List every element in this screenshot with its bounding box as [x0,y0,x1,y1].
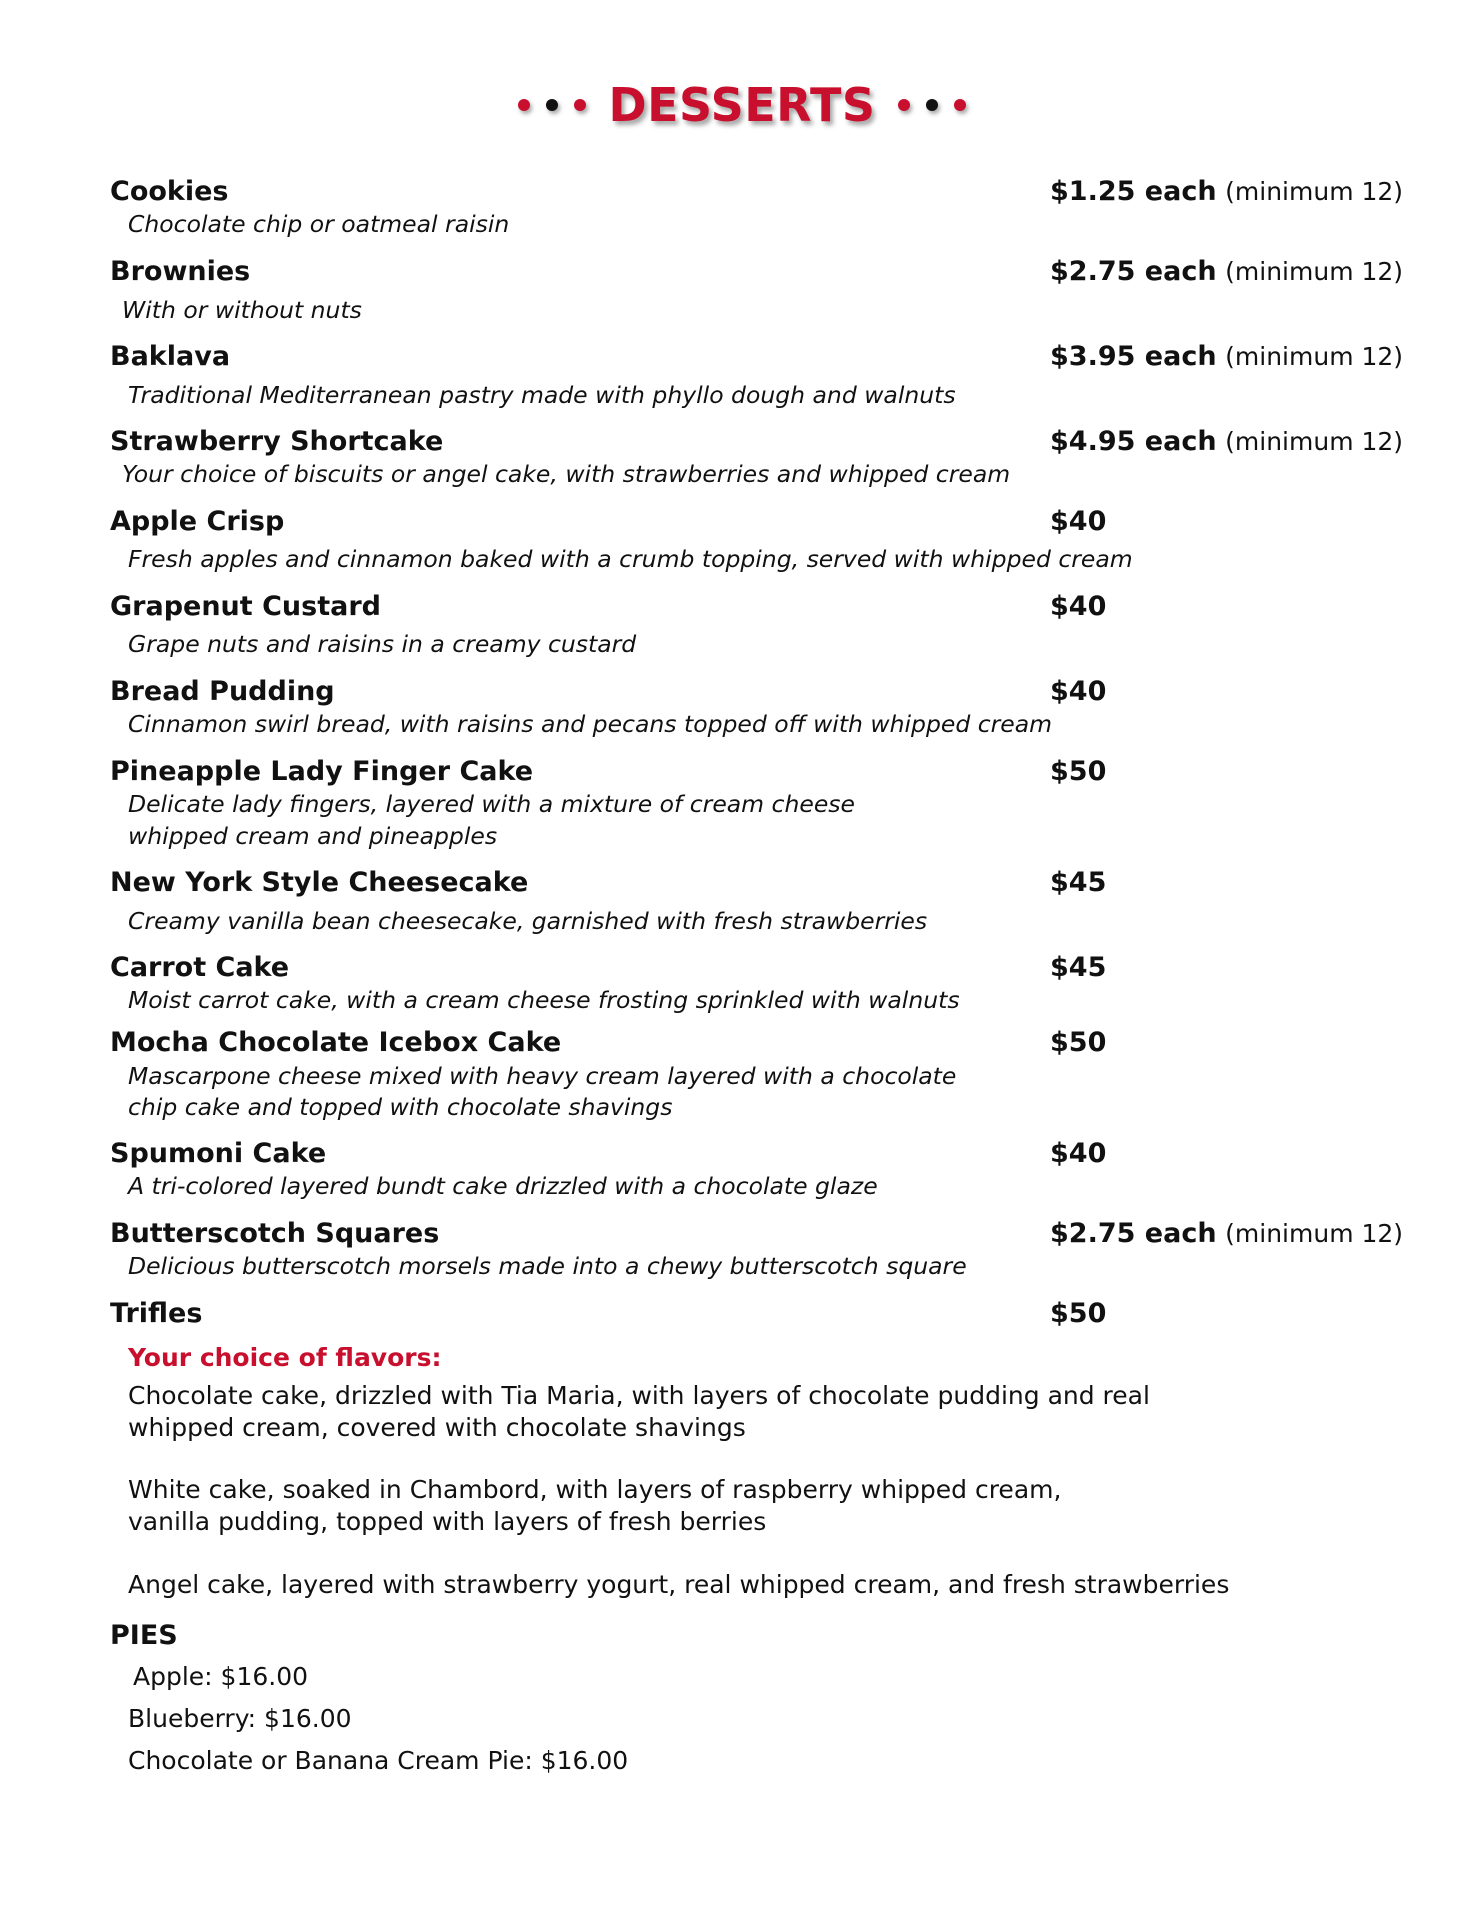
price-amount: $2.75 each [1050,256,1217,287]
item-name-brownies: Brownies [110,256,251,287]
dot-icon [954,99,966,111]
price-note: (minimum 12) [1225,427,1404,456]
item-desc: Chocolate chip or oatmeal raisin [128,210,510,238]
item-desc: Mascarpone cheese mixed with heavy cream layered with a chocolate [128,1062,957,1090]
trifle-flavor: Angel cake, layered with strawberry yogurt, real whipped cream, and fresh strawberries [128,1570,1230,1599]
item-desc: Cinnamon swirl bread, with raisins and pecans topped off with whipped cream [128,710,1053,738]
dot-icon [898,99,910,111]
item-desc: Moist carrot cake, with a cream cheese frosting sprinkled with walnuts [128,986,960,1014]
price-note: (minimum 12) [1225,257,1404,286]
page-title: DESSERTS [608,78,876,132]
item-desc: whipped cream and pineapples [128,822,498,850]
price-amount: $2.75 each [1050,1218,1217,1249]
price-amount: $50 [1050,1298,1107,1329]
trifle-flavor: whipped cream, covered with chocolate shavings [128,1413,746,1442]
price-amount: $1.25 each [1050,176,1217,207]
price-note: (minimum 12) [1225,1219,1404,1248]
item-name-bread-pudding: Bread Pudding [110,676,335,707]
item-price-pineapple-lady-finger-cake [1050,756,1106,788]
price-amount: $3.95 each [1050,341,1217,372]
item-name-new-york-cheesecake: New York Style Cheesecake [110,867,529,898]
item-price-strawberry-shortcake [1050,426,1403,458]
left-dots [518,99,586,111]
item-desc: A tri-colored layered bundt cake drizzled with a chocolate glaze [128,1172,878,1200]
trifle-flavor: vanilla pudding, topped with layers of fresh berries [128,1507,767,1536]
item-name-cookies: Cookies [110,176,229,207]
dot-icon [546,99,558,111]
item-name-carrot-cake: Carrot Cake [110,952,290,983]
item-name-trifles: Trifles [110,1298,203,1329]
price-note: (minimum 12) [1225,177,1404,206]
item-desc: With or without nuts [122,296,362,324]
item-price-spumoni-cake [1050,1138,1106,1170]
price-note: (minimum 12) [1225,342,1404,371]
item-name-mocha-icebox-cake: Mocha Chocolate Icebox Cake [110,1027,562,1058]
item-price-grapenut-custard [1050,591,1106,623]
item-price-brownies [1050,256,1403,288]
item-price-new-york-cheesecake [1050,867,1106,899]
item-name-baklava: Baklava [110,341,231,372]
price-amount: $40 [1050,591,1107,622]
item-name-butterscotch-squares: Butterscotch Squares [110,1218,440,1249]
price-amount: $50 [1050,756,1107,787]
page-header [0,70,1484,140]
pies-heading: PIES [110,1620,178,1651]
item-price-trifles [1050,1298,1106,1330]
item-price-butterscotch-squares [1050,1218,1403,1250]
price-amount: $4.95 each [1050,426,1217,457]
item-name-spumoni-cake: Spumoni Cake [110,1138,327,1169]
item-price-bread-pudding [1050,676,1106,708]
trifle-flavor: Chocolate cake, drizzled with Tia Maria, with layers of chocolate pudding and real [128,1381,1150,1410]
price-amount: $45 [1050,952,1107,983]
item-price-baklava [1050,341,1403,373]
trifle-flavor: White cake, soaked in Chambord, with layers of raspberry whipped cream, [128,1475,1062,1504]
price-amount: $40 [1050,506,1107,537]
item-desc: Fresh apples and cinnamon baked with a crumb topping, served with whipped cream [128,545,1133,573]
item-name-apple-crisp: Apple Crisp [110,506,285,537]
item-name-pineapple-lady-finger-cake: Pineapple Lady Finger Cake [110,756,534,787]
item-desc: Grape nuts and raisins in a creamy custard [128,630,637,658]
trifles-subheading: Your choice of flavors: [128,1343,442,1372]
item-name-grapenut-custard: Grapenut Custard [110,591,381,622]
item-price-apple-crisp [1050,506,1106,538]
price-amount: $40 [1050,676,1107,707]
item-desc: Your choice of biscuits or angel cake, with strawberries and whipped cream [122,460,1011,488]
item-desc: Creamy vanilla bean cheesecake, garnished with fresh strawberries [128,907,928,935]
right-dots [898,99,966,111]
pie-item: Chocolate or Banana Cream Pie: $16.00 [128,1746,629,1775]
item-desc: chip cake and topped with chocolate shavings [128,1093,673,1121]
dot-icon [518,99,530,111]
item-name-strawberry-shortcake: Strawberry Shortcake [110,426,444,457]
item-desc: Delicious butterscotch morsels made into a chewy butterscotch square [128,1252,967,1280]
item-price-carrot-cake [1050,952,1106,984]
pie-item: Apple: $16.00 [133,1662,309,1691]
dot-icon [574,99,586,111]
item-desc: Traditional Mediterranean pastry made with phyllo dough and walnuts [128,381,956,409]
item-desc: Delicate lady fingers, layered with a mixture of cream cheese [128,790,855,818]
pie-item: Blueberry: $16.00 [128,1704,352,1733]
price-amount: $50 [1050,1027,1107,1058]
price-amount: $40 [1050,1138,1107,1169]
dot-icon [926,99,938,111]
item-price-cookies [1050,176,1403,208]
price-amount: $45 [1050,867,1107,898]
item-price-mocha-icebox-cake [1050,1027,1106,1059]
